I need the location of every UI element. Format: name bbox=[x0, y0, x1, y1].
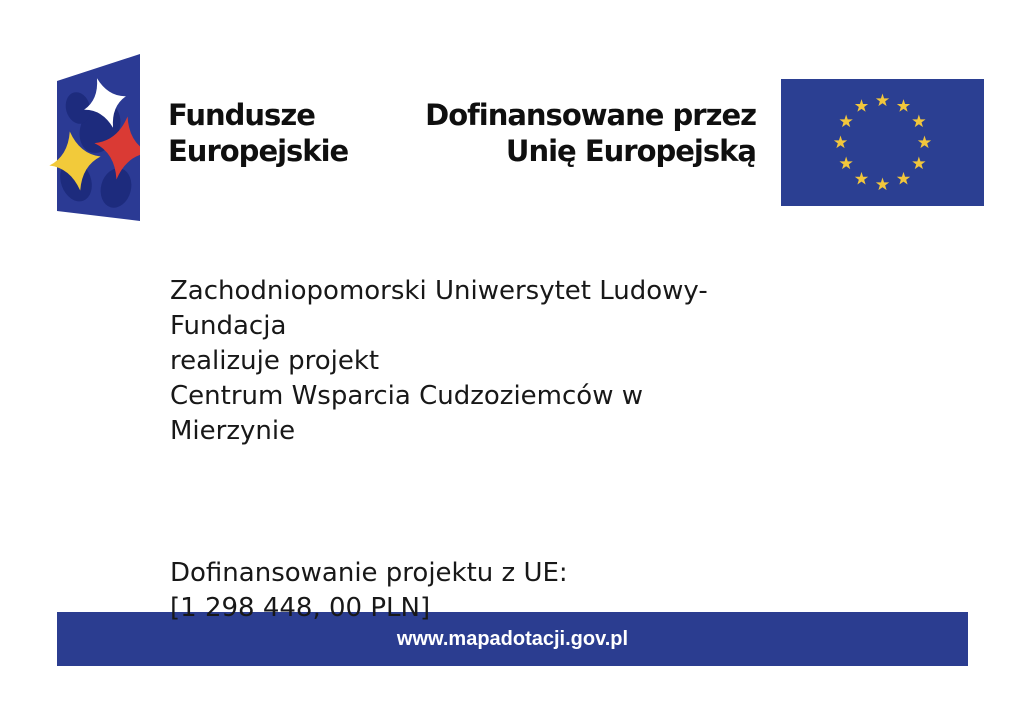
funding-amount: [1 298 448, 00 PLN] bbox=[170, 593, 431, 623]
fundusze-europejskie-logo bbox=[48, 53, 142, 225]
program-name-line1: Fundusze bbox=[168, 98, 315, 132]
funded-by-line2: Unię Europejską bbox=[505, 134, 756, 168]
program-name-label bbox=[168, 97, 348, 169]
action-line: realizuje projekt bbox=[170, 346, 380, 376]
project-description bbox=[170, 274, 708, 449]
eu-flag bbox=[781, 79, 984, 206]
project-title-line1: Centrum Wsparcia Cudzoziemców w bbox=[170, 381, 643, 411]
beneficiary-line2: Fundacja bbox=[170, 311, 287, 341]
footer-url: www.mapadotacji.gov.pl bbox=[396, 628, 629, 650]
beneficiary-line1: Zachodniopomorski Uniwersytet Ludowy- bbox=[170, 276, 708, 306]
program-name-line2: Europejskie bbox=[168, 134, 349, 168]
funded-by-line1: Dofinansowane przez bbox=[425, 98, 756, 132]
project-title-line2: Mierzynie bbox=[170, 416, 296, 446]
funded-by-label bbox=[380, 97, 756, 169]
funding-heading: Dofinansowanie projektu z UE: bbox=[170, 558, 568, 588]
funding-info bbox=[170, 556, 568, 626]
